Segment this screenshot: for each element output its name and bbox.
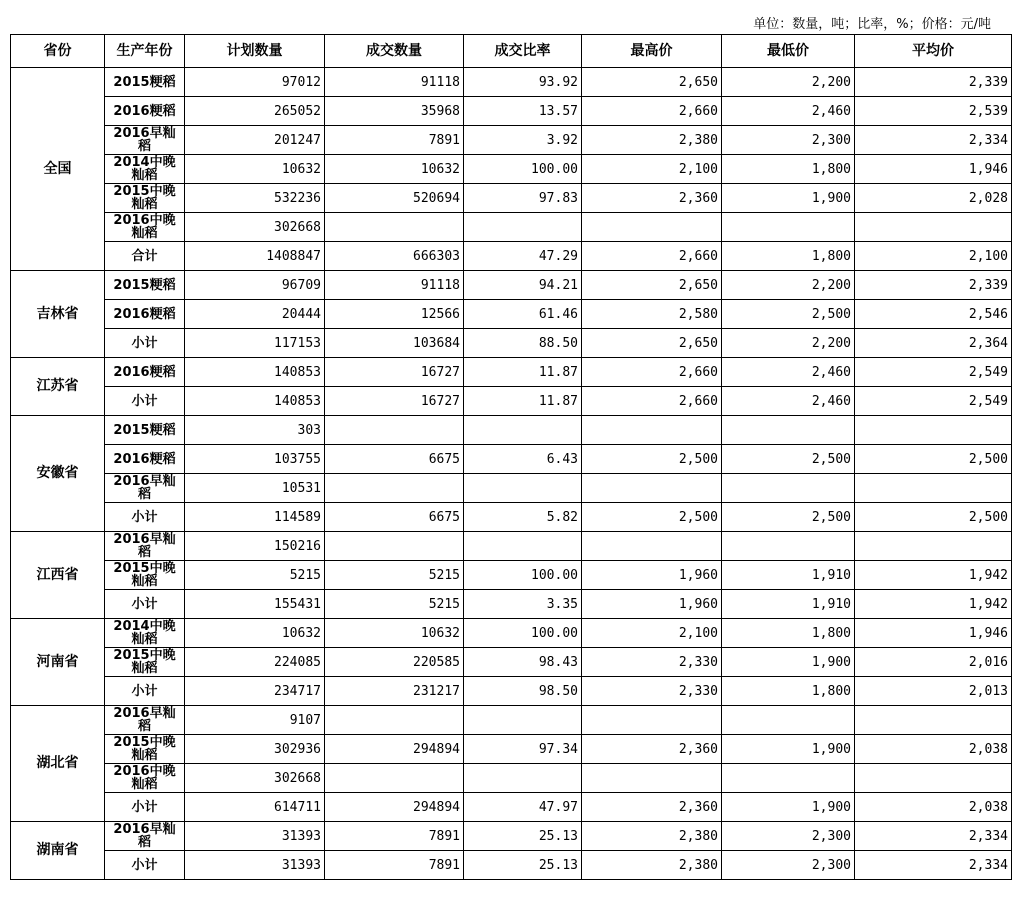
province-cell: 吉林省 bbox=[11, 271, 105, 358]
max-price-cell: 2,660 bbox=[582, 97, 722, 126]
max-price-cell bbox=[582, 532, 722, 561]
year-cell: 2016早籼稻 bbox=[105, 474, 185, 503]
year-cell: 2014中晚籼稻 bbox=[105, 155, 185, 184]
min-price-cell: 2,460 bbox=[722, 387, 855, 416]
avg-price-cell: 2,339 bbox=[855, 68, 1012, 97]
min-price-cell: 1,800 bbox=[722, 242, 855, 271]
year-cell: 2015粳稻 bbox=[105, 271, 185, 300]
header-max-price: 最高价 bbox=[582, 35, 722, 68]
traded-cell: 5215 bbox=[325, 561, 464, 590]
year-cell: 2015粳稻 bbox=[105, 416, 185, 445]
min-price-cell: 2,460 bbox=[722, 358, 855, 387]
table-row bbox=[11, 329, 1012, 358]
planned-cell: 117153 bbox=[185, 329, 325, 358]
table-row bbox=[11, 764, 1012, 793]
table-row bbox=[11, 619, 1012, 648]
max-price-cell bbox=[582, 416, 722, 445]
traded-cell bbox=[325, 532, 464, 561]
planned-cell: 20444 bbox=[185, 300, 325, 329]
planned-cell: 5215 bbox=[185, 561, 325, 590]
traded-cell: 91118 bbox=[325, 68, 464, 97]
year-cell: 2015粳稻 bbox=[105, 68, 185, 97]
min-price-cell: 2,300 bbox=[722, 822, 855, 851]
min-price-cell: 2,300 bbox=[722, 126, 855, 155]
min-price-cell: 1,900 bbox=[722, 648, 855, 677]
avg-price-cell: 2,038 bbox=[855, 793, 1012, 822]
header-planned: 计划数量 bbox=[185, 35, 325, 68]
year-cell: 小计 bbox=[105, 793, 185, 822]
planned-cell: 150216 bbox=[185, 532, 325, 561]
min-price-cell bbox=[722, 764, 855, 793]
ratio-cell: 47.97 bbox=[464, 793, 582, 822]
province-cell: 湖北省 bbox=[11, 706, 105, 822]
planned-cell: 140853 bbox=[185, 387, 325, 416]
traded-cell: 7891 bbox=[325, 851, 464, 880]
auction-results-table bbox=[10, 34, 1012, 880]
ratio-cell: 93.92 bbox=[464, 68, 582, 97]
max-price-cell bbox=[582, 764, 722, 793]
min-price-cell: 2,300 bbox=[722, 851, 855, 880]
ratio-cell: 47.29 bbox=[464, 242, 582, 271]
table-row bbox=[11, 126, 1012, 155]
min-price-cell: 2,500 bbox=[722, 300, 855, 329]
max-price-cell bbox=[582, 474, 722, 503]
planned-cell: 302668 bbox=[185, 213, 325, 242]
ratio-cell: 100.00 bbox=[464, 619, 582, 648]
avg-price-cell bbox=[855, 474, 1012, 503]
avg-price-cell: 1,942 bbox=[855, 561, 1012, 590]
table-row bbox=[11, 648, 1012, 677]
avg-price-cell bbox=[855, 416, 1012, 445]
traded-cell: 6675 bbox=[325, 503, 464, 532]
table-row bbox=[11, 474, 1012, 503]
ratio-cell: 97.83 bbox=[464, 184, 582, 213]
planned-cell: 1408847 bbox=[185, 242, 325, 271]
min-price-cell: 1,800 bbox=[722, 155, 855, 184]
min-price-cell: 2,500 bbox=[722, 503, 855, 532]
table-row bbox=[11, 97, 1012, 126]
min-price-cell: 2,460 bbox=[722, 97, 855, 126]
planned-cell: 9107 bbox=[185, 706, 325, 735]
header-min-price: 最低价 bbox=[722, 35, 855, 68]
traded-cell: 294894 bbox=[325, 735, 464, 764]
avg-price-cell bbox=[855, 706, 1012, 735]
province-cell: 安徽省 bbox=[11, 416, 105, 532]
planned-cell: 224085 bbox=[185, 648, 325, 677]
table-row bbox=[11, 300, 1012, 329]
avg-price-cell: 2,339 bbox=[855, 271, 1012, 300]
ratio-cell: 3.35 bbox=[464, 590, 582, 619]
unit-note: 单位：数量，吨；比率，%；价格：元/吨 bbox=[753, 17, 991, 32]
max-price-cell: 2,650 bbox=[582, 329, 722, 358]
max-price-cell: 2,100 bbox=[582, 619, 722, 648]
planned-cell: 10531 bbox=[185, 474, 325, 503]
avg-price-cell: 2,334 bbox=[855, 822, 1012, 851]
ratio-cell bbox=[464, 213, 582, 242]
avg-price-cell bbox=[855, 764, 1012, 793]
traded-cell: 294894 bbox=[325, 793, 464, 822]
planned-cell: 10632 bbox=[185, 619, 325, 648]
ratio-cell bbox=[464, 764, 582, 793]
planned-cell: 97012 bbox=[185, 68, 325, 97]
min-price-cell bbox=[722, 213, 855, 242]
traded-cell bbox=[325, 764, 464, 793]
max-price-cell: 2,380 bbox=[582, 126, 722, 155]
traded-cell: 35968 bbox=[325, 97, 464, 126]
ratio-cell: 25.13 bbox=[464, 851, 582, 880]
avg-price-cell: 1,946 bbox=[855, 155, 1012, 184]
planned-cell: 303 bbox=[185, 416, 325, 445]
min-price-cell: 2,200 bbox=[722, 68, 855, 97]
ratio-cell: 5.82 bbox=[464, 503, 582, 532]
ratio-cell bbox=[464, 474, 582, 503]
max-price-cell: 2,380 bbox=[582, 851, 722, 880]
table-row bbox=[11, 271, 1012, 300]
ratio-cell bbox=[464, 532, 582, 561]
planned-cell: 532236 bbox=[185, 184, 325, 213]
planned-cell: 265052 bbox=[185, 97, 325, 126]
ratio-cell: 98.50 bbox=[464, 677, 582, 706]
table-row bbox=[11, 851, 1012, 880]
avg-price-cell: 2,334 bbox=[855, 126, 1012, 155]
max-price-cell: 2,360 bbox=[582, 793, 722, 822]
year-cell: 2016中晚籼稻 bbox=[105, 213, 185, 242]
min-price-cell: 1,910 bbox=[722, 561, 855, 590]
traded-cell bbox=[325, 474, 464, 503]
year-cell: 小计 bbox=[105, 851, 185, 880]
ratio-cell: 11.87 bbox=[464, 387, 582, 416]
min-price-cell: 2,200 bbox=[722, 271, 855, 300]
table-row bbox=[11, 677, 1012, 706]
year-cell: 小计 bbox=[105, 387, 185, 416]
avg-price-cell: 2,364 bbox=[855, 329, 1012, 358]
planned-cell: 114589 bbox=[185, 503, 325, 532]
min-price-cell: 1,800 bbox=[722, 619, 855, 648]
traded-cell: 220585 bbox=[325, 648, 464, 677]
table-row bbox=[11, 735, 1012, 764]
traded-cell: 10632 bbox=[325, 155, 464, 184]
min-price-cell: 1,910 bbox=[722, 590, 855, 619]
avg-price-cell bbox=[855, 213, 1012, 242]
traded-cell: 16727 bbox=[325, 358, 464, 387]
table-row bbox=[11, 387, 1012, 416]
year-cell: 2015中晚籼稻 bbox=[105, 561, 185, 590]
year-cell: 2015中晚籼稻 bbox=[105, 184, 185, 213]
max-price-cell: 2,360 bbox=[582, 735, 722, 764]
planned-cell: 155431 bbox=[185, 590, 325, 619]
min-price-cell: 1,900 bbox=[722, 793, 855, 822]
planned-cell: 302936 bbox=[185, 735, 325, 764]
year-cell: 2015中晚籼稻 bbox=[105, 648, 185, 677]
ratio-cell: 88.50 bbox=[464, 329, 582, 358]
ratio-cell: 98.43 bbox=[464, 648, 582, 677]
year-cell: 2016早籼稻 bbox=[105, 126, 185, 155]
avg-price-cell: 2,013 bbox=[855, 677, 1012, 706]
table-row bbox=[11, 68, 1012, 97]
max-price-cell: 2,100 bbox=[582, 155, 722, 184]
year-cell: 2016粳稻 bbox=[105, 97, 185, 126]
planned-cell: 31393 bbox=[185, 851, 325, 880]
min-price-cell bbox=[722, 416, 855, 445]
table-row bbox=[11, 416, 1012, 445]
avg-price-cell: 2,539 bbox=[855, 97, 1012, 126]
planned-cell: 234717 bbox=[185, 677, 325, 706]
ratio-cell: 100.00 bbox=[464, 155, 582, 184]
header-avg-price: 平均价 bbox=[855, 35, 1012, 68]
min-price-cell bbox=[722, 532, 855, 561]
header-ratio: 成交比率 bbox=[464, 35, 582, 68]
max-price-cell bbox=[582, 706, 722, 735]
year-cell: 2016早籼稻 bbox=[105, 532, 185, 561]
table-body bbox=[11, 68, 1012, 880]
ratio-cell: 6.43 bbox=[464, 445, 582, 474]
ratio-cell: 61.46 bbox=[464, 300, 582, 329]
min-price-cell: 2,500 bbox=[722, 445, 855, 474]
max-price-cell: 2,660 bbox=[582, 358, 722, 387]
year-cell: 2015中晚籼稻 bbox=[105, 735, 185, 764]
province-cell: 湖南省 bbox=[11, 822, 105, 880]
year-cell: 2014中晚籼稻 bbox=[105, 619, 185, 648]
avg-price-cell: 2,028 bbox=[855, 184, 1012, 213]
traded-cell: 7891 bbox=[325, 126, 464, 155]
header-year: 生产年份 bbox=[105, 35, 185, 68]
table-row bbox=[11, 793, 1012, 822]
avg-price-cell: 2,546 bbox=[855, 300, 1012, 329]
min-price-cell: 1,900 bbox=[722, 735, 855, 764]
max-price-cell: 2,650 bbox=[582, 68, 722, 97]
planned-cell: 31393 bbox=[185, 822, 325, 851]
year-cell: 小计 bbox=[105, 503, 185, 532]
max-price-cell: 1,960 bbox=[582, 561, 722, 590]
max-price-cell bbox=[582, 213, 722, 242]
planned-cell: 614711 bbox=[185, 793, 325, 822]
max-price-cell: 2,580 bbox=[582, 300, 722, 329]
province-cell: 河南省 bbox=[11, 619, 105, 706]
year-cell: 2016粳稻 bbox=[105, 300, 185, 329]
avg-price-cell: 2,500 bbox=[855, 503, 1012, 532]
planned-cell: 140853 bbox=[185, 358, 325, 387]
province-cell: 江西省 bbox=[11, 532, 105, 619]
min-price-cell: 2,200 bbox=[722, 329, 855, 358]
max-price-cell: 2,660 bbox=[582, 242, 722, 271]
year-cell: 小计 bbox=[105, 329, 185, 358]
planned-cell: 96709 bbox=[185, 271, 325, 300]
traded-cell bbox=[325, 706, 464, 735]
ratio-cell: 94.21 bbox=[464, 271, 582, 300]
header-row bbox=[11, 35, 1012, 68]
table-row bbox=[11, 590, 1012, 619]
table-row bbox=[11, 213, 1012, 242]
year-cell: 小计 bbox=[105, 677, 185, 706]
traded-cell: 5215 bbox=[325, 590, 464, 619]
header-province: 省份 bbox=[11, 35, 105, 68]
avg-price-cell: 2,016 bbox=[855, 648, 1012, 677]
table-row bbox=[11, 358, 1012, 387]
year-cell: 2016早籼稻 bbox=[105, 706, 185, 735]
ratio-cell bbox=[464, 416, 582, 445]
planned-cell: 10632 bbox=[185, 155, 325, 184]
year-cell: 2016中晚籼稻 bbox=[105, 764, 185, 793]
avg-price-cell bbox=[855, 532, 1012, 561]
year-cell: 2016粳稻 bbox=[105, 358, 185, 387]
avg-price-cell: 2,549 bbox=[855, 358, 1012, 387]
traded-cell bbox=[325, 416, 464, 445]
table-row bbox=[11, 532, 1012, 561]
table-row bbox=[11, 706, 1012, 735]
year-cell: 合计 bbox=[105, 242, 185, 271]
header-traded: 成交数量 bbox=[325, 35, 464, 68]
ratio-cell: 100.00 bbox=[464, 561, 582, 590]
min-price-cell bbox=[722, 474, 855, 503]
avg-price-cell: 2,500 bbox=[855, 445, 1012, 474]
max-price-cell: 2,380 bbox=[582, 822, 722, 851]
max-price-cell: 2,500 bbox=[582, 503, 722, 532]
min-price-cell bbox=[722, 706, 855, 735]
max-price-cell: 2,330 bbox=[582, 648, 722, 677]
traded-cell: 231217 bbox=[325, 677, 464, 706]
province-cell: 江苏省 bbox=[11, 358, 105, 416]
min-price-cell: 1,900 bbox=[722, 184, 855, 213]
min-price-cell: 1,800 bbox=[722, 677, 855, 706]
traded-cell: 16727 bbox=[325, 387, 464, 416]
year-cell: 小计 bbox=[105, 590, 185, 619]
traded-cell: 91118 bbox=[325, 271, 464, 300]
ratio-cell: 97.34 bbox=[464, 735, 582, 764]
avg-price-cell: 1,942 bbox=[855, 590, 1012, 619]
avg-price-cell: 2,100 bbox=[855, 242, 1012, 271]
province-cell: 全国 bbox=[11, 68, 105, 271]
planned-cell: 201247 bbox=[185, 126, 325, 155]
avg-price-cell: 2,038 bbox=[855, 735, 1012, 764]
year-cell: 2016粳稻 bbox=[105, 445, 185, 474]
avg-price-cell: 1,946 bbox=[855, 619, 1012, 648]
ratio-cell: 11.87 bbox=[464, 358, 582, 387]
max-price-cell: 2,500 bbox=[582, 445, 722, 474]
ratio-cell: 3.92 bbox=[464, 126, 582, 155]
table-row bbox=[11, 155, 1012, 184]
year-cell: 2016早籼稻 bbox=[105, 822, 185, 851]
table-row bbox=[11, 184, 1012, 213]
traded-cell bbox=[325, 213, 464, 242]
table-row bbox=[11, 503, 1012, 532]
max-price-cell: 2,330 bbox=[582, 677, 722, 706]
traded-cell: 6675 bbox=[325, 445, 464, 474]
avg-price-cell: 2,334 bbox=[855, 851, 1012, 880]
traded-cell: 666303 bbox=[325, 242, 464, 271]
max-price-cell: 1,960 bbox=[582, 590, 722, 619]
planned-cell: 103755 bbox=[185, 445, 325, 474]
traded-cell: 10632 bbox=[325, 619, 464, 648]
traded-cell: 103684 bbox=[325, 329, 464, 358]
planned-cell: 302668 bbox=[185, 764, 325, 793]
avg-price-cell: 2,549 bbox=[855, 387, 1012, 416]
table-row bbox=[11, 822, 1012, 851]
max-price-cell: 2,650 bbox=[582, 271, 722, 300]
ratio-cell: 13.57 bbox=[464, 97, 582, 126]
ratio-cell: 25.13 bbox=[464, 822, 582, 851]
table-row bbox=[11, 561, 1012, 590]
traded-cell: 520694 bbox=[325, 184, 464, 213]
max-price-cell: 2,660 bbox=[582, 387, 722, 416]
table-row bbox=[11, 445, 1012, 474]
traded-cell: 12566 bbox=[325, 300, 464, 329]
traded-cell: 7891 bbox=[325, 822, 464, 851]
ratio-cell bbox=[464, 706, 582, 735]
max-price-cell: 2,360 bbox=[582, 184, 722, 213]
table-row bbox=[11, 242, 1012, 271]
